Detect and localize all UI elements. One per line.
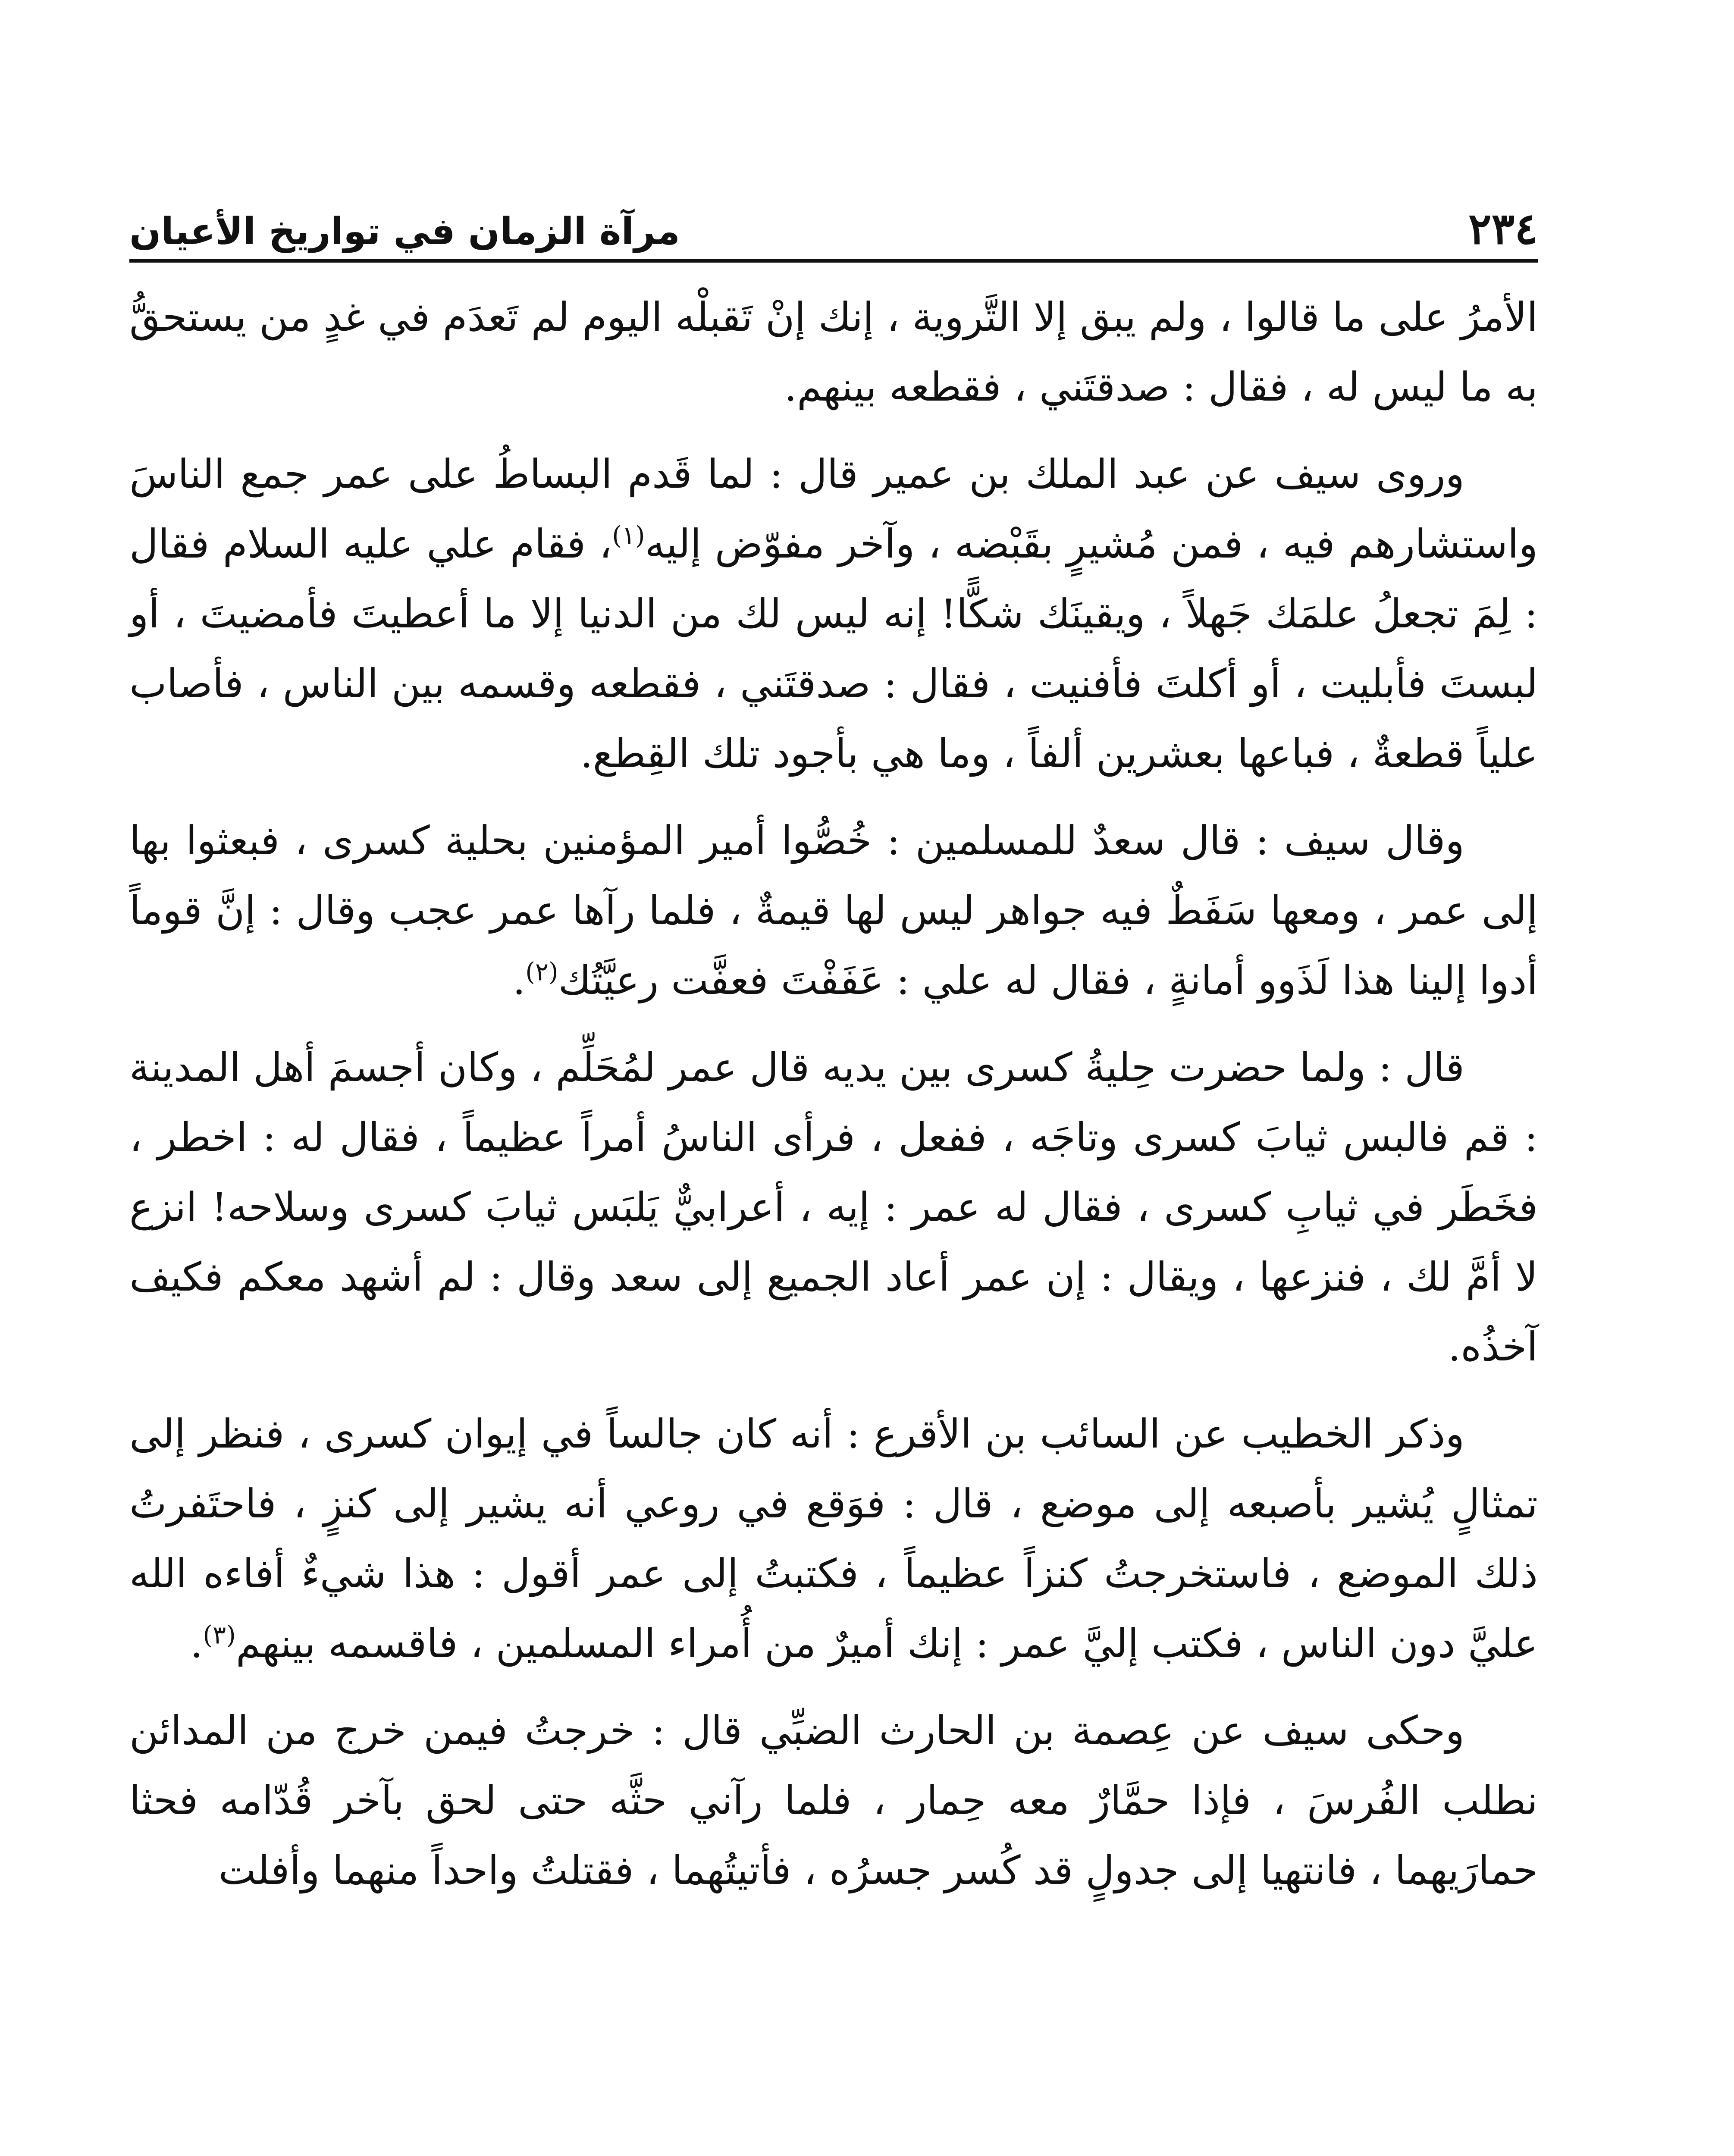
paragraph-5-text-b: . <box>190 1620 203 1667</box>
paragraph-5 <box>129 1399 1538 1679</box>
paragraph-4 <box>129 1033 1538 1382</box>
page-number: ٢٣٤ <box>1468 203 1538 254</box>
paragraph-6 <box>129 1696 1538 1905</box>
main-text <box>129 282 1538 1923</box>
footnote-ref-1: (١) <box>612 520 645 550</box>
footnote-ref-2: (٢) <box>525 957 558 987</box>
paragraph-3-text-b: . <box>512 957 526 1003</box>
header-rule <box>129 259 1538 263</box>
paragraph-4-text: قال : ولما حضرت حِليةُ كسرى بين يديه قال عمر لمُحَلِّم ، وكان أجسمَ أهل المدينة : قم فالبس ثيابَ كسرى وتاجَه ، ففعل ، فرأى الناسُ أمراً عظيماً ، فقال له : اخطر ، فخَطَر في ثيابِ كسرى ، فقال له عمر : إيه ، أعرابيٌّ يَلبَس ثيابَ كسرى وسلاحه! انزع لا أمَّ لك ، فنزعها ، ويقال : إن عمر أعاد الجميع إلى سعد وقال : لم أشهد معكم فكيف آخذُه. <box>129 1044 1538 1370</box>
paragraph-2-text-a: وروى سيف عن عبد الملك بن عمير قال : لما قَدم البساطُ على عمر جمع الناسَ واستشارهم فيه ، فمن مُشيرٍ بقَبْضه ، وآخر مفوّض إليه <box>129 451 1538 567</box>
running-title: مرآة الزمان في تواريخ الأعيان <box>129 210 680 253</box>
paragraph-3-text-a: وقال سيف : قال سعدٌ للمسلمين : خُصُّوا أمير المؤمنين بحلية كسرى ، فبعثوا بها إلى عمر ، ومعها سَفَطٌ فيه جواهر ليس لها قيمةٌ ، فلما رآها عمر عجب وقال : إنَّ قوماً أدوا إلينا هذا لَذَوو أمانةٍ ، فقال له علي : عَفَفْتَ فعفَّت رعيَّتُك <box>129 818 1538 1003</box>
footnote-ref-3: (٣) <box>203 1620 236 1650</box>
paragraph-3 <box>129 806 1538 1015</box>
page-header <box>129 185 1538 254</box>
paragraph-6-text: وحكى سيف عن عِصمة بن الحارث الضبِّي قال : خرجتُ فيمن خرج من المدائن نطلب الفُرسَ ، فإذا حمَّارٌ معه حِمار ، فلما رآني حثَّه حتى لحق بآخر قُدّامه فحثا حمارَيهما ، فانتهيا إلى جدولٍ قد كُسر جسرُه ، فأتيتُهما ، فقتلتُ واحداً منهما وأفلت <box>129 1708 1538 1893</box>
paragraph-2-text-b: ، فقام علي عليه السلام فقال : لِمَ تجعلُ علمَك جَهلاً ، ويقينَك شكًّا! إنه ليس لك من الدنيا إلا ما أعطيتَ فأمضيتَ ، أو لبستَ فأبليت ، أو أكلتَ فأفنيت ، فقال : صدقتَني ، فقطعه وقسمه بين الناس ، فأصاب علياً قطعةٌ ، فباعها بعشرين ألفاً ، وما هي بأجود تلك القِطع. <box>129 521 1538 777</box>
paragraph-2 <box>129 439 1538 789</box>
paragraph-5-text-a: وذكر الخطيب عن السائب بن الأقرع : أنه كان جالساً في إيوان كسرى ، فنظر إلى تمثالٍ يُشير بأصبعه إلى موضع ، قال : فوَقع في روعي أنه يشير إلى كنزٍ ، فاحتَفرتُ ذلك الموضع ، فاستخرجتُ كنزاً عظيماً ، فكتبتُ إلى عمر أقول : هذا شيءٌ أفاءه الله عليَّ دون الناس ، فكتب إليَّ عمر : إنك أميرٌ من أُمراء المسلمين ، فاقسمه بينهم <box>129 1411 1538 1667</box>
paragraph-1 <box>129 282 1538 422</box>
paragraph-1-text: الأمرُ على ما قالوا ، ولم يبق إلا التَّروية ، إنك إنْ تَقبلْه اليوم لم تَعدَم في غدٍ من يستحقُّ به ما ليس له ، فقال : صدقتَني ، فقطعه بينهم. <box>129 294 1538 410</box>
